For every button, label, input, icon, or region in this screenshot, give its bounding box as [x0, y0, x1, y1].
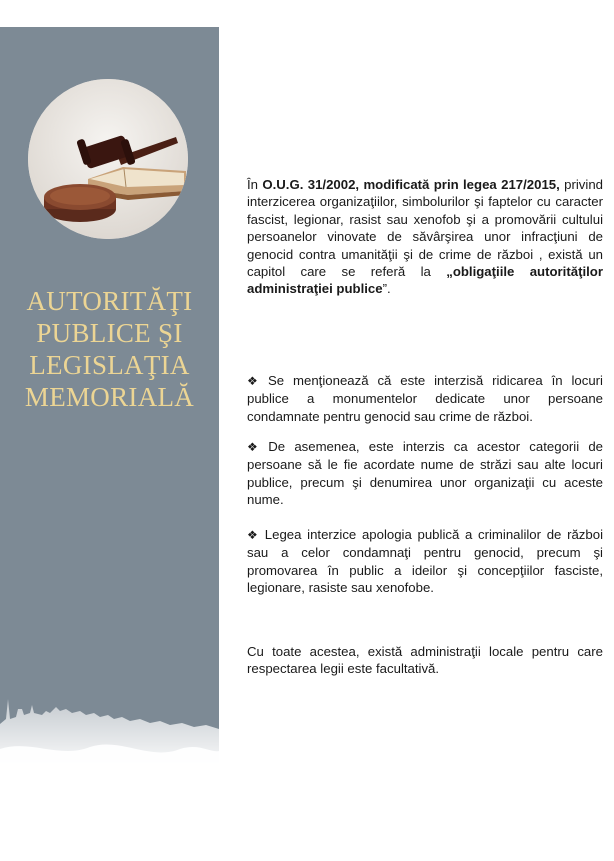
list-item — [247, 372, 603, 425]
title-line: MEMORIALĂ — [24, 382, 195, 412]
intro-text: ”. — [382, 281, 391, 297]
diamond-bullet-icon: ❖ — [247, 528, 260, 542]
list-item — [247, 438, 603, 509]
list-item — [247, 526, 603, 597]
law-reference: O.U.G. 31/2002, modificată prin legea 217/2015, — [262, 177, 560, 192]
title-line: LEGISLAŢIA — [29, 350, 190, 380]
intro-text: privind interzicerea organizaţiilor, simbolurilor şi faptelor cu caracter fascist, legionar, rasist sau xenofob şi a promovării cultului persoanelor vinovate de săvârşirea unor infracţiuni de genocid contra umanităţii şi de crime de război , există un capitol care se referă la — [247, 177, 603, 280]
gavel-icon — [28, 79, 188, 239]
list-item-text: De asemenea, este interzis ca acestor categorii de persoane să le fie acordate nume de străzi sau alte locuri publice, precum şi denumirea unor organizaţii cu aceste nume. — [247, 439, 604, 508]
title-line: AUTORITĂŢI — [26, 286, 193, 316]
closing-paragraph: Cu toate acestea, există administraţii locale pentru care respectarea legii este facultativă. — [247, 644, 603, 677]
sidebar-panel — [0, 27, 219, 809]
diamond-bullet-icon: ❖ — [247, 440, 264, 454]
title-line: PUBLICE ŞI — [36, 318, 183, 348]
intro-paragraph — [247, 176, 603, 298]
page-title — [0, 285, 219, 413]
gavel-book-photo — [28, 79, 188, 239]
diamond-bullet-icon: ❖ — [247, 374, 263, 388]
list-item-text: Legea interzice apologia publică a criminalilor de război sau a celor condamnaţi pentru genocid, precum şi promovarea în public a ideilor şi concepţiilor fasciste, legionare, rasiste sau xenofobe. — [247, 527, 604, 596]
list-item-text: Se menţionează că este interzisă ridicarea în locuri publice a monumentelor dedicate unor persoane condamnate pentru genocid sau crime de război. — [247, 373, 603, 424]
chapter-reference: „obligaţiile autorităţilor administraţiei publice — [247, 264, 603, 297]
city-skyline-watermark — [0, 669, 219, 809]
intro-text: În — [247, 177, 263, 192]
